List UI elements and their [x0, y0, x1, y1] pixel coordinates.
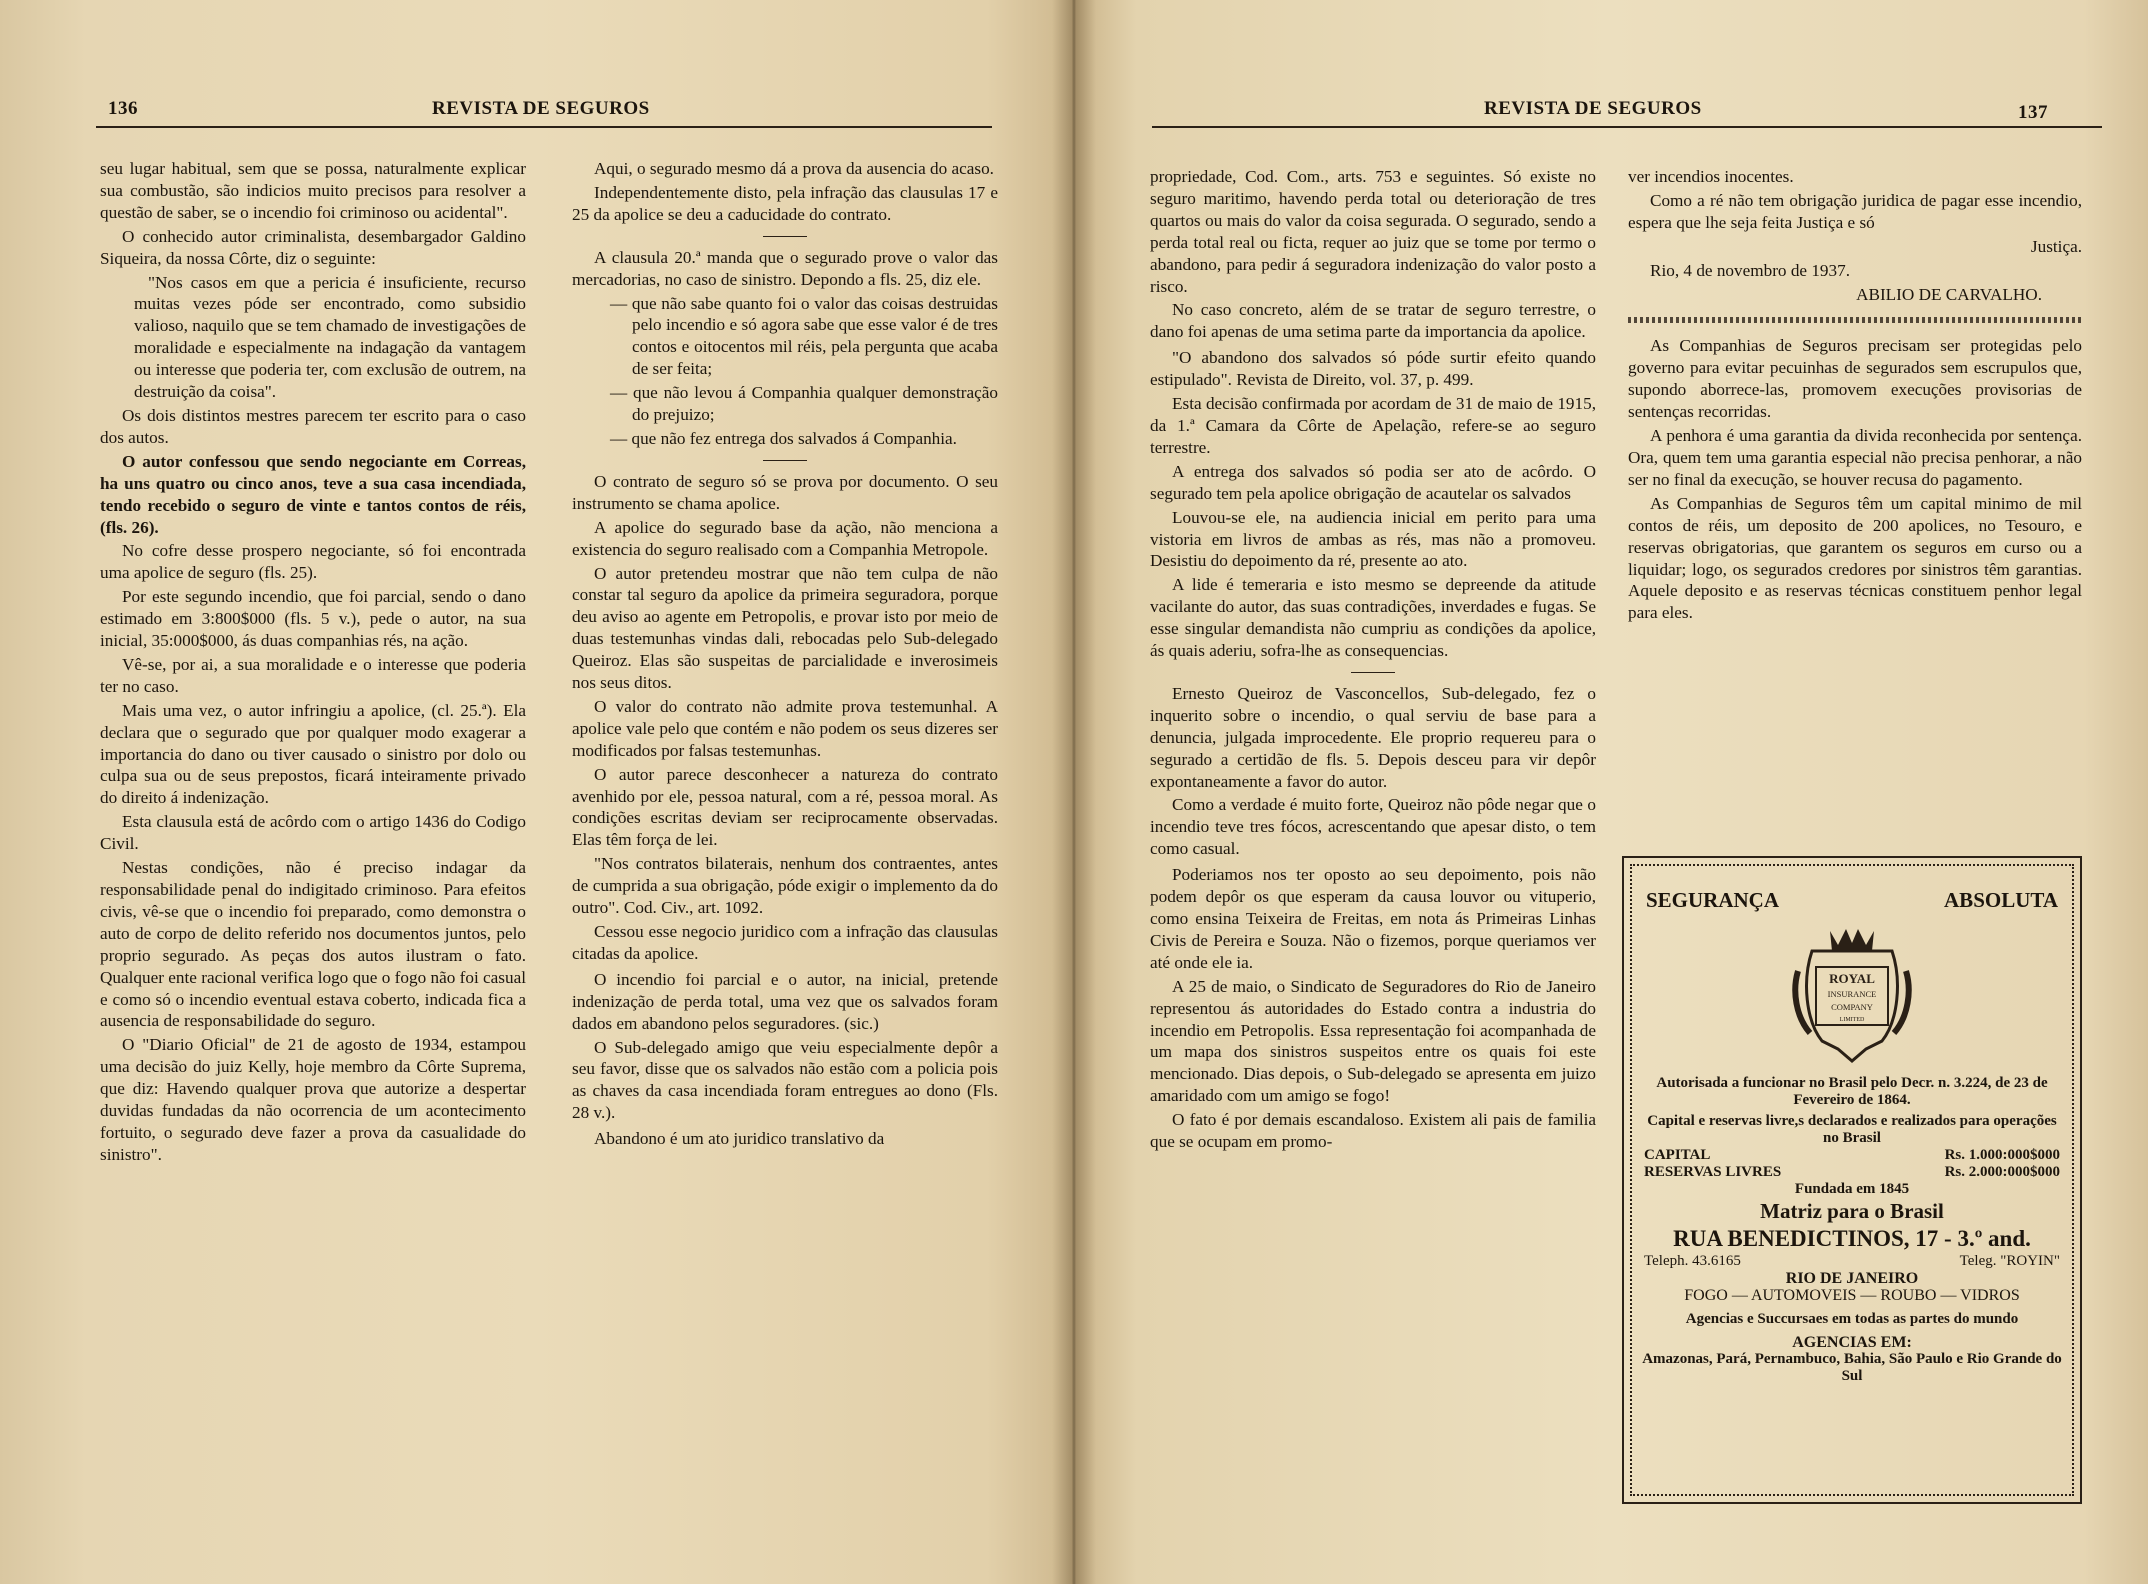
advert-founded: Fundada em 1845	[1794, 1181, 1910, 1197]
advert-left-title: SEGURANÇA	[1646, 888, 1780, 912]
paragraph: Rio, 4 de novembro de 1937.	[1650, 260, 1851, 280]
paragraph: Esta clausula está de acôrdo com o artigo 1436 do Codigo Civil.	[100, 812, 526, 854]
paragraph: — que não sabe quanto foi o valor das coisas destruidas pelo incendio e só agora sabe que esse valor é de tres contos e oitocentos mil réis, pela pergunta que acaba de ser feita;	[610, 293, 998, 379]
advert-teleg: Teleg. "ROYIN"	[1959, 1253, 2060, 1269]
advert-matriz: Matriz para o Brasil	[1760, 1199, 1944, 1223]
paragraph: A lide é temeraria e isto mesmo se depreende da atitude vacilante do autor, das suas contradições, inverdades e fugas. Se esse singular demandista não cumpriu as condições da apolice, ás quais aderiu, sofra-lhe as consequencias.	[1150, 575, 1596, 661]
paragraph: Mais uma vez, o autor infringiu a apolice, (cl. 25.ª). Ela declara que o segurado que por qualquer modo exagerar a importancia do dano ou tiver causado o sinistro por dolo ou culpa sua ou de seus prepostos, ficará inteiramente privado do direito á indenização.	[100, 700, 526, 808]
running-head-left: REVISTA DE SEGUROS	[432, 98, 650, 119]
paragraph: A apolice do segurado base da ação, não menciona a existencia do seguro realisado com a Companhia Metropole.	[572, 517, 998, 559]
spine-shadow	[1052, 0, 1096, 1584]
paragraph: A clausula 20.ª manda que o segurado prove o valor das mercadorias, no caso de sinistro. Depondo a fls. 25, diz ele.	[572, 247, 998, 289]
advert-capital-note: Capital e reservas livre,s declarados e realizados para operações no Brasil	[1647, 1113, 2057, 1146]
crest-text-4: LIMITED	[1839, 1017, 1865, 1023]
paragraph: seu lugar habitual, sem que se possa, naturalmente explicar sua combustão, são indicios muito precisos para resolver a questão de saber, se o incendio foi criminoso ou acidental".	[100, 159, 526, 222]
advert-address: RUA BENEDICTINOS, 17 - 3.º and.	[1673, 1226, 2031, 1251]
paragraph: propriedade, Cod. Com., arts. 753 e seguintes. Só existe no seguro maritimo, havendo perda total ou deterioração de tres quartos ou mais do valor da coisa segurada. O segurado, sendo a perda total real ou ficta, requer ao juiz que se tome por termo o abandono, para pedir á seguradora indenização do valor posto a risco.	[1150, 167, 1596, 296]
royal-insurance-advert	[1622, 856, 2082, 1504]
advert-phone: Teleph. 43.6165	[1644, 1253, 1741, 1269]
reserves-value: Rs. 2.000:000$000	[1944, 1164, 2060, 1180]
paragraph: "Nos contratos bilaterais, nenhum dos contraentes, antes de cumprida a sua obrigação, póde exigir o implemento da do outro". Cod. Civ., art. 1092.	[572, 854, 998, 918]
paragraph: O conhecido autor criminalista, desembargador Galdino Siqueira, da nossa Côrte, diz o seguinte:	[100, 226, 526, 268]
paragraph: Louvou-se ele, na audiencia inicial em perito para uma vistoria em livros de ambas as rés, mas não a promoveu. Desistiu do depoimento da ré, presente ao ato.	[1150, 507, 1596, 571]
paragraph: Aqui, o segurado mesmo dá a prova da ausencia do acaso.	[594, 159, 994, 178]
advert-reserves-row	[1638, 1164, 2066, 1181]
advert-agencies-list: Amazonas, Pará, Pernambuco, Bahia, São Paulo e Rio Grande do Sul	[1642, 1351, 2062, 1384]
paragraph: A entrega dos salvados só podia ser ato de acôrdo. O segurado tem pela apolice obrigação de acautelar os salvados	[1150, 461, 1596, 503]
paragraph: Como a verdade é muito forte, Queiroz não pôde negar que o incendio teve tres fócos, acrescentando que apesar disto, o tem como casual.	[1150, 795, 1596, 859]
page-number-left: 136	[108, 98, 138, 119]
paragraph: Abandono é um ato juridico translativo da	[594, 1129, 885, 1149]
paragraph: O contrato de seguro só se prova por documento. O seu instrumento se chama apolice.	[572, 471, 998, 513]
paragraph: Cessou esse negocio juridico com a infração das clausulas citadas da apolice.	[572, 922, 998, 963]
paragraph: Por este segundo incendio, que foi parcial, sendo o dano estimado em 3:800$000 (fls. 5 v.), pede o autor, na sua inicial, 35:000$000, ás duas companhias rés, na ação.	[100, 587, 526, 651]
paragraph: Vê-se, por ai, a sua moralidade e o interesse que poderia ter no caso.	[100, 654, 526, 696]
paragraph: — que não levou á Companhia qualquer demonstração do prejuizo;	[610, 383, 998, 425]
section-separator	[763, 236, 807, 237]
paragraph: Justiça.	[2030, 236, 2082, 256]
paragraph: O Sub-delegado amigo que veiu especialmente depôr a seu favor, disse que os salvados não estão com a policia pois as chaves da casa incendiada foram entregues ao dono (Fls. 28 v.).	[572, 1037, 998, 1123]
crest-text-3: COMPANY	[1831, 1002, 1873, 1012]
capital-label: CAPITAL	[1644, 1147, 1711, 1163]
paragraph: Poderiamos nos ter oposto ao seu depoimento, pois não podem depôr os que esperam da causa louvor ou vituperio, como ensina Teixeira de Freitas, em nota ás Primeiras Linhas Civis de Pereira e Souza. Não o fizemos, porque queriamos ver até onde ele ia.	[1150, 865, 1596, 972]
paragraph: Os dois distintos mestres parecem ter escrito para o caso dos autos.	[100, 405, 526, 447]
section-separator	[763, 460, 807, 461]
paragraph: Independentemente disto, pela infração das clausulas 17 e 25 da apolice se deu a caducidade do contrato.	[572, 182, 998, 224]
royal-crest-logo	[1792, 921, 1912, 1071]
paragraph: O autor parece desconhecer a natureza do contrato avenhido por ele, pessoa natural, com a ré, pessoa moral. As condições escritas deviam ser reciprocamente observadas. Elas têm força de lei.	[572, 764, 998, 850]
paragraph: As Companhias de Seguros têm um capital minimo de mil contos de réis, um deposito de 200 apolices, no Tesouro, e reservas obrigatorias, que garantem os seguros em curso ou a liquidar; logo, os segurados credores por sinistros têm garantias. Aquele deposito e as reservas técnicas constituem penhor legal para eles.	[1628, 493, 2082, 623]
header-rule-right	[1152, 126, 2102, 128]
section-separator	[1351, 672, 1395, 673]
advert-authorised: Autorisada a funcionar no Brasil pelo Decr. n. 3.224, de 23 de Fevereiro de 1864.	[1656, 1075, 2048, 1108]
paragraph: O incendio foi parcial e o autor, na inicial, pretende indenização de perda total, uma vez que os salvados foram dados em abandono pelos seguradores. (sic.)	[572, 969, 998, 1033]
paragraph: O fato é por demais escandaloso. Existem ali pais de familia que se ocupam em promo-	[1150, 1110, 1596, 1152]
paragraph: ver incendios inocentes.	[1628, 167, 1794, 186]
advert-right-title: ABSOLUTA	[1944, 888, 2058, 912]
paragraph: A 25 de maio, o Sindicato de Seguradores do Rio de Janeiro representou ás autoridades do Estado contra a industria do incendio em Petropolis. Essa representação foi acompanhada de um mapa dos sinistros suspeitos entre os quais foi este mencionado. Dias depois, o Sub-delegado se apresenta em juizo amaridado com um amigo se fogo!	[1150, 976, 1596, 1106]
crest-text-2: INSURANCE	[1827, 989, 1877, 999]
paragraph: O autor confessou que sendo negociante em Correas, ha uns quatro ou cinco anos, teve a sua casa incendiada, tendo recebido o seguro de vinte e tantos contos de réis, (fls. 26).	[100, 451, 526, 537]
advert-lines: FOGO — AUTOMOVEIS — ROUBO — VIDROS	[1684, 1287, 2020, 1304]
paragraph: — que não fez entrega dos salvados á Companhia.	[610, 428, 957, 448]
paragraph: A penhora é uma garantia da divida reconhecida por sentença. Ora, quem tem uma garantia especial não precisa penhorar, a não ser no final da execução, se houver recusa do pagamento.	[1628, 426, 2082, 489]
paragraph: Ernesto Queiroz de Vasconcellos, Sub-delegado, fez o inquerito sobre o incendio, o qual serviu de base para a denuncia, julgada improcedente. Ele proprio requereu para o segurado a certidão de fls. 5. Depois desceu para vir depôr expontaneamente a favor do autor.	[1150, 683, 1596, 791]
advert-agencies-title: AGENCIAS EM:	[1792, 1334, 1912, 1351]
right-column-2	[1628, 166, 2082, 626]
paragraph: O "Diario Oficial" de 21 de agosto de 1934, estampou uma decisão do juiz Kelly, hoje membro da Côrte Suprema, que diz: Havendo qualquer prova que autorize a despertar duvidas fundadas da não ocorrencia de um acontecimento fortuito, o segurado deve fazer a prova da casualidade do sinistro".	[100, 1035, 526, 1164]
advert-contact-row	[1638, 1252, 2066, 1270]
paragraph: O valor do contrato não admite prova testemunhal. A apolice vale pelo que contém e não podem os seus dizeres ser modificados por falsas testemunhas.	[572, 696, 998, 760]
left-page	[0, 0, 1072, 1584]
paragraph: Esta decisão confirmada por acordam de 31 de maio de 1915, da 1.ª Camara da Côrte de Apelação, refere-se ao seguro terrestre.	[1150, 394, 1596, 457]
paragraph: Nestas condições, não é preciso indagar da responsabilidade penal do indigitado criminoso. Para efeitos civis, vê-se que o incendio foi preparado, como demonstra o auto de corpo de delito referido nos documentos juntos, pelo proprio segurado. As peças dos autos ilustram o fato. Qualquer ente racional verifica logo que o fogo não foi casual e como só o incendio eventual estava coberto, indicada fica a ausencia de responsabilidade do seguro.	[100, 858, 526, 1031]
paragraph: No cofre desse prospero negociante, só foi encontrada uma apolice de seguro (fls. 25).	[100, 541, 526, 583]
left-column-1	[100, 158, 526, 1168]
advert-agencies-note: Agencias e Succursaes em todas as partes do mundo	[1685, 1311, 2019, 1327]
advert-city: RIO DE JANEIRO	[1785, 1270, 1919, 1287]
paragraph: No caso concreto, além de se tratar de seguro terrestre, o dano foi apenas de uma setima parte da importancia da apolice.	[1150, 300, 1596, 342]
page-number-right: 137	[2018, 102, 2048, 123]
paragraph: "Nos casos em que a pericia é insuficiente, recurso muitas vezes póde ser encontrado, como subsidio valioso, naquilo que se tem chamado de investigações de moralidade e especialmente na indagação da vantagem ou interesse que poderia ter, com exclusão de outrem, na destruição da coisa".	[134, 272, 526, 402]
left-column-2	[572, 158, 998, 1152]
capital-value: Rs. 1.000:000$000	[1944, 1147, 2060, 1163]
header-rule-left	[96, 126, 992, 128]
advert-capital-row	[1638, 1147, 2066, 1164]
running-head-right: REVISTA DE SEGUROS	[1484, 98, 1702, 119]
paragraph: "O abandono dos salvados só póde surtir efeito quando estipulado". Revista de Direito, vol. 37, p. 499.	[1150, 348, 1596, 390]
reserves-label: RESERVAS LIVRES	[1644, 1164, 1782, 1180]
paragraph: ABILIO DE CARVALHO.	[1856, 284, 2042, 304]
paragraph: O autor pretendeu mostrar que não tem culpa de não constar tal seguro da apolice da primeira seguradora, porque deu aviso ao agente em Petropolis, e provar isto por meio de duas testemunhas vindas dali, rebocadas pelo Sub-delegado Queiroz. Elas são suspeitas de parcialidade e inverosimeis nos seus ditos.	[572, 563, 998, 693]
decorative-wavy-rule	[1628, 317, 2082, 323]
paragraph: As Companhias de Seguros precisam ser protegidas pelo governo para evitar pecuinhas de segurados sem escrupulos que, supondo aborrece-las, promovem execuções provisorias de sentenças recorridas.	[1628, 336, 2082, 422]
advert-title-row	[1646, 888, 2058, 913]
paragraph: Como a ré não tem obrigação juridica de pagar esse incendio, espera que lhe seja feita Justiça e só	[1628, 190, 2082, 232]
crest-text-1: ROYAL	[1829, 971, 1875, 986]
right-column-1	[1150, 166, 1596, 1155]
